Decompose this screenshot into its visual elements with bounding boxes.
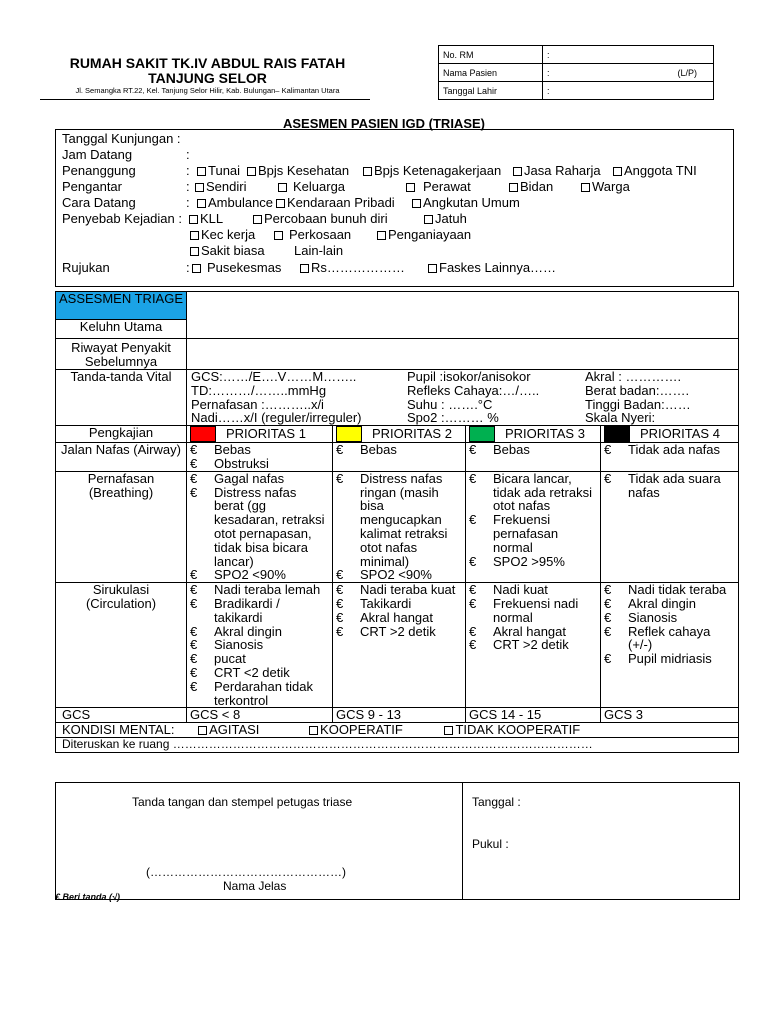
bullet-icon: €	[336, 442, 344, 458]
visit-info-box	[55, 129, 734, 287]
pengkajian-row	[56, 426, 739, 443]
nama-field[interactable]	[543, 64, 714, 82]
bullet-icon: €	[190, 651, 198, 667]
tanggal-label[interactable]: Tanggal :	[472, 795, 521, 809]
bullet-icon: €	[469, 623, 477, 639]
penanggung-tunai[interactable]: Tunai	[197, 163, 240, 178]
bullet-icon: €	[190, 637, 198, 653]
circulation-p2	[333, 583, 466, 708]
vital-akral[interactable]: Akral : ………….	[585, 369, 682, 384]
hospital-name-line1: RUMAH SAKIT TK.IV ABDUL RAIS FATAH	[69, 55, 346, 71]
pengantar-perawat[interactable]: Perawat	[406, 179, 471, 194]
bullet-icon: €	[604, 595, 612, 611]
bullet-icon: €	[190, 623, 198, 639]
prio-2-color-swatch	[336, 426, 362, 442]
bullet-icon: €	[469, 553, 477, 569]
bullet-icon: €	[604, 623, 612, 639]
penyebab-lain-lain[interactable]: Lain-lain	[294, 243, 344, 258]
jam-datang-label: Jam Datang	[62, 147, 133, 162]
checkbox-icon[interactable]	[406, 183, 415, 192]
bullet-icon: €	[190, 567, 198, 583]
checkbox-icon[interactable]	[190, 247, 199, 256]
penyebab-bunuh-diri[interactable]: Percobaan bunuh diri	[253, 211, 388, 226]
checkbox-icon[interactable]	[253, 215, 262, 224]
criteria-item[interactable]: € SPO2 >95%	[469, 553, 565, 569]
criteria-item[interactable]: € Takikardi	[336, 595, 412, 611]
pengantar-warga[interactable]: Warga	[581, 179, 630, 194]
breathing-p3	[466, 471, 601, 582]
vital-tinggi[interactable]: Tinggi Badan:……	[585, 396, 691, 412]
vital-refleks[interactable]: Refleks Cahaya:…/…..	[407, 382, 540, 398]
bullet-icon: €	[190, 595, 198, 611]
vital-pupil[interactable]: Pupil :isokor/anisokor	[407, 369, 531, 384]
criteria-item[interactable]: € Bebas	[469, 442, 530, 458]
riwayat-row	[56, 339, 739, 370]
bullet-icon: €	[469, 512, 477, 528]
checkbox-icon[interactable]	[276, 199, 285, 208]
bullet-icon: €	[336, 623, 344, 639]
penyebab-perkosaan[interactable]: Perkosaan	[274, 227, 351, 242]
criteria-item[interactable]: € CRT >2 detik	[469, 637, 569, 653]
prio-1-color-swatch	[190, 426, 216, 442]
criteria-item[interactable]: € CRT >2 detik	[336, 623, 436, 639]
gcs-p4[interactable]: GCS 3	[601, 708, 739, 723]
checkbox-icon[interactable]	[424, 215, 433, 224]
penanggung-colon: :	[186, 163, 190, 178]
criteria-item[interactable]: € Obstruksi	[190, 455, 269, 471]
checkbox-icon[interactable]	[274, 231, 283, 240]
bullet-icon: €	[336, 567, 344, 583]
footnote: € Beri tanda (√)	[55, 892, 120, 902]
riwayat-label: Riwayat Penyakit Sebelumnya	[56, 339, 187, 370]
checkbox-icon[interactable]	[363, 167, 372, 176]
bullet-icon: €	[336, 595, 344, 611]
criteria-item[interactable]: € Bradikardi / takikardi	[190, 595, 280, 625]
checkbox-icon[interactable]	[444, 726, 453, 735]
penanggung-jasa-raharja[interactable]: Jasa Raharja	[513, 163, 601, 178]
signature-box	[55, 782, 740, 900]
prio-3-color-swatch	[469, 426, 495, 442]
circulation-p3	[466, 583, 601, 708]
checkbox-icon[interactable]	[509, 183, 518, 192]
mental-tidak-kooperatif[interactable]: TIDAK KOOPERATIF	[444, 722, 580, 737]
airway-label: Jalan Nafas (Airway)	[56, 443, 187, 472]
checkbox-icon[interactable]	[189, 215, 198, 224]
patient-identity-table	[438, 45, 714, 100]
criteria-item[interactable]: € Bebas	[190, 442, 251, 458]
criteria-list	[336, 443, 462, 457]
vital-spo2[interactable]: Spo2 :……… %	[407, 410, 499, 426]
rujukan-puskesmas[interactable]: Pusekesmas	[192, 260, 281, 275]
vital-row	[56, 370, 739, 426]
prio-1: PRIORITAS 1	[187, 426, 333, 443]
bullet-icon: €	[190, 582, 198, 598]
mental-label: KONDISI MENTAL:	[62, 722, 175, 738]
rujukan-faskes[interactable]: Faskes Lainnya……	[428, 260, 556, 275]
criteria-item[interactable]: € Nadi tidak teraba	[604, 582, 727, 598]
criteria-item[interactable]: € Reflek cahaya (+/-)	[604, 623, 711, 653]
hospital-name	[30, 56, 385, 86]
rujukan-rs[interactable]: Rs………………	[300, 260, 405, 275]
criteria-item[interactable]: € CRT <2 detik	[190, 664, 290, 680]
criteria-list	[469, 472, 597, 569]
gcs-row	[56, 708, 739, 723]
nama-jelas-label: Nama Jelas	[223, 879, 287, 893]
vital-grid	[187, 370, 738, 425]
gender-lp: (L/P)	[677, 67, 697, 78]
criteria-list	[469, 583, 597, 652]
penyebab-jatuh[interactable]: Jatuh	[424, 211, 467, 226]
criteria-item[interactable]: € Nadi kuat	[469, 582, 548, 598]
criteria-item[interactable]: € Distress nafas berat (gg kesadaran, retraksi otot pernapasan, tidak bisa bicara lancar)	[190, 484, 325, 569]
mental-kooperatif[interactable]: KOOPERATIF	[309, 722, 403, 737]
prio-2: PRIORITAS 2	[333, 426, 466, 443]
checkbox-icon[interactable]	[309, 726, 318, 735]
vital-gcs[interactable]: GCS:……/E….V……M……..	[191, 369, 357, 384]
breathing-p1	[187, 471, 333, 582]
bullet-icon: €	[190, 455, 198, 471]
circulation-p1	[187, 583, 333, 708]
keluhan-field[interactable]	[187, 292, 739, 339]
signature-dots[interactable]: (…………………………………………)	[146, 865, 346, 879]
bullet-icon: €	[336, 609, 344, 625]
diteruskan-row	[56, 737, 739, 752]
cara-ambulance[interactable]: Ambulance	[197, 195, 273, 210]
vital-cell	[187, 370, 739, 426]
bullet-icon: €	[190, 484, 198, 500]
checkbox-icon[interactable]	[412, 199, 421, 208]
breathing-p2	[333, 471, 466, 582]
pengantar-label: Pengantar	[62, 179, 122, 194]
checkbox-icon[interactable]	[247, 167, 256, 176]
bullet-icon: €	[190, 470, 198, 486]
criteria-item[interactable]: € Bicara lancar, tidak ada retraksi otot nafas	[469, 470, 592, 514]
pengantar-bidan[interactable]: Bidan	[509, 179, 553, 194]
bullet-icon: €	[469, 582, 477, 598]
penanggung-label: Penanggung	[62, 163, 136, 178]
prio-4-color-swatch	[604, 426, 630, 442]
hospital-address: Jl. Semangka RT.22, Kel. Tanjung Selor Hilir, Kab. Bulungan– Kalimantan Utara	[75, 86, 340, 95]
penanggung-bpjs-tk[interactable]: Bpjs Ketenagakerjaan	[363, 163, 501, 178]
diteruskan-field[interactable]: Diteruskan ke ruang ……………………………………………………………………………………………	[56, 737, 739, 752]
vital-pernafasan[interactable]: Pernafasan :………..x/i	[191, 396, 324, 412]
triage-header-row	[56, 292, 739, 320]
keluhan-label: Keluhn Utama	[56, 320, 187, 339]
criteria-list	[469, 443, 597, 457]
bullet-icon: €	[190, 678, 198, 694]
vital-td[interactable]: TD:………/……..mmHg	[191, 382, 327, 398]
criteria-item[interactable]: € Akral hangat	[336, 609, 433, 625]
penanggung-bpjs-kes[interactable]: Bpjs Kesehatan	[247, 163, 349, 178]
form-title: ASESMEN PASIEN IGD (TRIASE)	[282, 116, 485, 131]
criteria-list	[190, 583, 329, 707]
mental-row	[56, 723, 739, 738]
criteria-item[interactable]: € Frekuensi pernafasan normal	[469, 512, 559, 555]
identity-row-nama	[439, 64, 714, 82]
airway-p3	[466, 443, 601, 472]
criteria-item[interactable]: € SPO2 <90%	[190, 567, 286, 583]
vital-label: Tanda-tanda Vital	[56, 370, 187, 426]
mental-cell	[56, 723, 739, 738]
penyebab-sakit-biasa[interactable]: Sakit biasa	[190, 243, 265, 258]
checkbox-icon[interactable]	[581, 183, 590, 192]
penyebab-kec-kerja[interactable]: Kec kerja	[190, 227, 255, 242]
bullet-icon: €	[469, 595, 477, 611]
rujukan-label: Rujukan	[62, 260, 110, 275]
cara-kendaraan-pribadi[interactable]: Kendaraan Pribadi	[276, 195, 395, 210]
checkbox-icon[interactable]	[613, 167, 622, 176]
checkbox-icon[interactable]	[300, 264, 309, 273]
tanggal-kunjungan: Tanggal Kunjungan :	[62, 131, 181, 146]
criteria-item[interactable]: € Bebas	[336, 442, 397, 458]
checkbox-icon[interactable]	[513, 167, 522, 176]
criteria-item[interactable]: € Distress nafas ringan (masih bisa mengucapkan kalimat retraksi otot nafas minimal)	[336, 470, 448, 569]
pengantar-keluarga[interactable]: Keluarga	[278, 179, 345, 194]
circulation-p4	[601, 583, 739, 708]
criteria-item[interactable]: € Akral dingin	[604, 595, 696, 611]
criteria-list	[336, 472, 462, 582]
criteria-item[interactable]: € Akral hangat	[469, 623, 566, 639]
breathing-label: Pernafasan (Breathing)	[56, 471, 187, 582]
vital-berat[interactable]: Berat badan:…….	[585, 382, 690, 398]
checkbox-icon[interactable]	[195, 183, 204, 192]
penyebab-label: Penyebab Kejadian :	[62, 211, 182, 226]
circulation-label: Sirukulasi (Circulation)	[56, 583, 187, 708]
criteria-item[interactable]: € pucat	[190, 651, 246, 667]
checkbox-icon[interactable]	[197, 167, 206, 176]
nama-label: Nama Pasien	[439, 64, 543, 82]
cara-angkutan-umum[interactable]: Angkutan Umum	[412, 195, 520, 210]
checkbox-icon[interactable]	[198, 726, 207, 735]
criteria-list	[336, 583, 462, 638]
criteria-item[interactable]: € Tidak ada nafas	[604, 442, 721, 458]
bullet-icon: €	[469, 637, 477, 653]
criteria-item[interactable]: € Perdarahan tidak terkontrol	[190, 678, 314, 708]
criteria-item[interactable]: € Gagal nafas	[190, 470, 285, 486]
circulation-row	[56, 583, 739, 708]
bullet-icon: €	[190, 442, 198, 458]
tgl-lahir-field[interactable]: :	[543, 82, 714, 100]
identity-row-rm	[439, 46, 714, 64]
prio-3: PRIORITAS 3	[466, 426, 601, 443]
criteria-item[interactable]: € Akral dingin	[190, 623, 282, 639]
vital-skala-nyeri[interactable]: Skala Nyeri:	[585, 410, 656, 426]
vital-col3	[585, 370, 691, 425]
cara-datang-label: Cara Datang	[62, 195, 136, 210]
penyebab-kll[interactable]: KLL	[189, 211, 223, 226]
checkbox-icon[interactable]	[278, 183, 287, 192]
vital-col1	[187, 370, 407, 425]
airway-p4	[601, 443, 739, 472]
checkbox-icon[interactable]	[197, 199, 206, 208]
bullet-icon: €	[604, 651, 612, 667]
breathing-row	[56, 471, 739, 582]
gcs-p2[interactable]: GCS 9 - 13	[333, 708, 466, 723]
cara-datang-colon: :	[186, 195, 190, 210]
criteria-item[interactable]: € Sianosis	[604, 609, 678, 625]
pengantar-colon: :	[186, 179, 190, 194]
prio-4: PRIORITAS 4	[601, 426, 739, 443]
header-divider	[40, 99, 370, 100]
breathing-p4	[601, 471, 739, 582]
checkbox-icon[interactable]	[192, 264, 201, 273]
vital-nadi[interactable]: Nadi……x/I (reguler/irreguler)	[191, 410, 362, 426]
pengantar-sendiri[interactable]: Sendiri	[195, 179, 246, 194]
penyebab-penganiayaan[interactable]: Penganiayaan	[377, 227, 471, 242]
criteria-item[interactable]: € Pupil midriasis	[604, 651, 712, 667]
bullet-icon: €	[604, 470, 612, 486]
criteria-item[interactable]: € Tidak ada suara nafas	[604, 470, 721, 500]
triage-header: ASSESMEN TRIAGE	[56, 292, 187, 320]
identity-row-tgl	[439, 82, 714, 100]
gcs-p1[interactable]: GCS < 8	[187, 708, 333, 723]
bullet-icon: €	[604, 442, 612, 458]
bullet-icon: €	[604, 582, 612, 598]
bullet-icon: €	[604, 609, 612, 625]
checkbox-icon[interactable]	[377, 231, 386, 240]
gcs-p3[interactable]: GCS 14 - 15	[466, 708, 601, 723]
rujukan-colon: :	[186, 260, 190, 275]
riwayat-field[interactable]	[187, 339, 739, 370]
airway-p1	[187, 443, 333, 472]
penanggung-tni[interactable]: Anggota TNI	[613, 163, 697, 178]
no-rm-field[interactable]: :	[543, 46, 714, 64]
bullet-icon: €	[469, 442, 477, 458]
criteria-item[interactable]: € Sianosis	[190, 637, 264, 653]
petugas-label: Tanda tangan dan stempel petugas triase	[132, 795, 353, 809]
bullet-icon: €	[469, 470, 477, 486]
checkbox-icon[interactable]	[428, 264, 437, 273]
vital-col2	[407, 370, 585, 425]
pengkajian-label: Pengkajian	[56, 426, 187, 443]
tgl-lahir-label: Tanggal Lahir	[439, 82, 543, 100]
bullet-icon: €	[336, 582, 344, 598]
no-rm-label: No. RM	[439, 46, 543, 64]
mental-agitasi[interactable]: AGITASI	[198, 722, 259, 737]
bullet-icon: €	[336, 470, 344, 486]
jam-datang-colon: :	[186, 147, 190, 162]
criteria-item[interactable]: € SPO2 <90%	[336, 567, 432, 583]
criteria-list	[604, 583, 735, 666]
nama-colon: :	[547, 67, 550, 78]
criteria-list	[190, 443, 329, 471]
airway-row	[56, 443, 739, 472]
criteria-list	[190, 472, 329, 582]
vital-suhu[interactable]: Suhu : …….°C	[407, 396, 493, 412]
criteria-item[interactable]: € Nadi teraba lemah	[190, 582, 321, 598]
pukul-label[interactable]: Pukul :	[472, 837, 509, 851]
criteria-list	[604, 443, 735, 457]
gcs-label: GCS	[56, 708, 187, 723]
criteria-item[interactable]: € Nadi teraba kuat	[336, 582, 456, 598]
triage-table	[55, 291, 739, 753]
bullet-icon: €	[190, 664, 198, 680]
checkbox-icon[interactable]	[190, 231, 199, 240]
criteria-list	[604, 472, 735, 500]
criteria-item[interactable]: € Frekuensi nadi normal	[469, 595, 579, 625]
airway-p2	[333, 443, 466, 472]
hospital-name-line2: TANJUNG SELOR	[148, 70, 267, 86]
